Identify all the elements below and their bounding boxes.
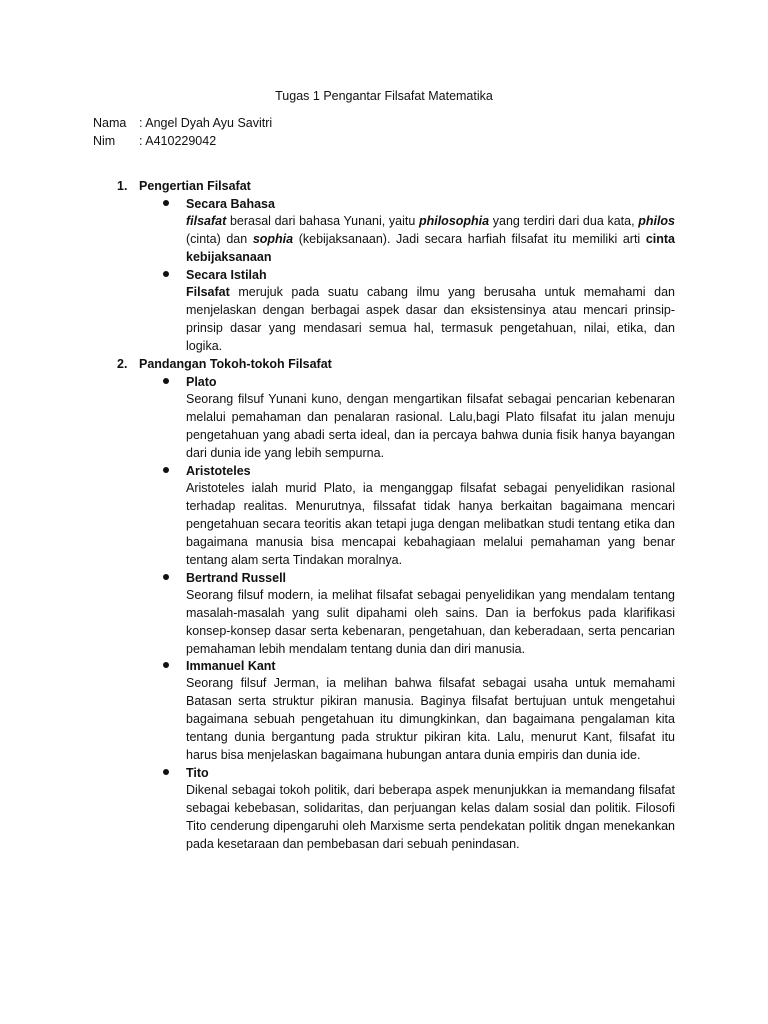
- text-run: Filsafat: [186, 285, 230, 299]
- list-item-aristoteles: [163, 462, 675, 570]
- document-title: Tugas 1 Pengantar Filsafat Matematika: [275, 89, 493, 103]
- text-run: philos: [638, 214, 676, 228]
- nim-row: [93, 132, 216, 150]
- list-item-plato: [163, 373, 675, 463]
- section-heading-1: [117, 177, 251, 195]
- text-run: (cinta) dan: [186, 231, 253, 246]
- text-run: Seorang filsuf Yunani kuno, dengan mengartikan filsafat sebagai pencarian kebenaran melalui pemahaman dan penalaran rasional. Lalu,bagi Plato filsafat itu jalan menuju pengetahuan yang abadi serta ideal, dan ia percaya bahwa dunia fisik hanya bayangan dari dunia ide yang lebih sempurna.: [186, 392, 675, 460]
- text-run: Dikenal sebagai tokoh politik, dari beberapa aspek menunjukkan ia memandang filsafat sebagai kebebasan, solidaritas, dan perjuangan kelas dalam sosial dan politik. Filosofi Tito cenderung dipengaruhi oleh Marxisme serta pendekatan politik dngan menekankan pada kesetaraan dan pembebasan dari sebuah penindasan.: [186, 783, 675, 851]
- bullet-icon: [163, 378, 169, 384]
- section-heading-text: Pengertian Filsafat: [139, 179, 251, 193]
- text-run: (kebijaksanaan). Jadi secara harfiah filsafat itu memiliki arti: [293, 231, 646, 246]
- list-item-secara-bahasa: [163, 195, 675, 267]
- text-run: filsafat: [186, 214, 227, 228]
- nim-label: Nim: [93, 134, 116, 148]
- section-heading-text: Pandangan Tokoh-tokoh Filsafat: [139, 357, 332, 371]
- item-body: [186, 213, 675, 267]
- section-number: 1.: [117, 179, 128, 193]
- item-title: Aristoteles: [186, 464, 251, 478]
- item-body: [186, 587, 675, 659]
- list-item-tito: [163, 764, 675, 854]
- item-title: Plato: [186, 375, 217, 389]
- item-title: Bertrand Russell: [186, 571, 287, 585]
- bullet-icon: [163, 662, 169, 668]
- item-body: [186, 675, 675, 765]
- list-item-immanuel-kant: [163, 657, 675, 765]
- item-title: Secara Istilah: [186, 268, 267, 282]
- text-run: philosophia: [418, 214, 490, 228]
- name-label: Nama: [93, 116, 127, 130]
- list-item-bertrand-russell: [163, 569, 675, 659]
- text-run: yang terdiri dari dua kata,: [489, 214, 639, 228]
- text-run: berasal dari bahasa Yunani, yaitu: [226, 214, 419, 228]
- section-heading-2: [117, 355, 332, 373]
- bullet-icon: [163, 200, 169, 206]
- bullet-icon: [163, 769, 169, 775]
- text-run: sophia: [252, 231, 294, 246]
- item-body: [186, 480, 675, 570]
- bullet-icon: [163, 574, 169, 580]
- item-title: Tito: [186, 766, 209, 780]
- nim-value: : A410229042: [139, 134, 217, 148]
- text-run: merujuk pada suatu cabang ilmu yang berusaha untuk memahami dan menjelaskan dengan berbagai aspek dasar dan eksistensinya atau mencari prinsip-prinsip dasar yang mendasari semua hal, termasuk pengetahuan, nilai, etika, dan logika.: [186, 285, 675, 353]
- name-row: [93, 114, 272, 132]
- text-run: cinta kebijaksanaan: [186, 231, 675, 264]
- text-run: Seorang filsuf Jerman, ia melihan bahwa filsafat sebagai usaha untuk memahami Batasan serta struktur pikiran manusia. Baginya filsafat bertujuan untuk mengetahui bagaimana sebuah pengetahuan itu dimungkinkan, dan bagaimana pengalaman kita tentang dunia bergantung pada struktur pikiran kita. Lalu, menurut Kant, filsafat itu harus bisa menjelaskan bagaimana hubungan antara dunia empiris dan dunia ide.: [186, 676, 675, 762]
- text-run: Aristoteles ialah murid Plato, ia menganggap filsafat sebagai penyelidikan rasional terhadap realitas. Menurutnya, filssafat tidak hanya berkaitan bagaimana mencari pengetahuan secara teoritis akan tetapi juga dengan melibatkan studi tentang etika dan bagaimana manusia bisa mencapai kebahagiaan melalui pemahaman yang benar tentang alam serta Tindakan moralnya.: [186, 481, 675, 567]
- item-body: [186, 284, 675, 356]
- section-number: 2.: [117, 357, 128, 371]
- item-body: [186, 391, 675, 463]
- item-title: Immanuel Kant: [186, 659, 276, 673]
- bullet-icon: [163, 467, 169, 473]
- item-title: Secara Bahasa: [186, 197, 275, 211]
- text-run: Seorang filsuf modern, ia melihat filsafat sebagai penyelidikan yang mendalam tentang masalah-masalah yang sulit dipahami oleh sains. Dan ia berfokus pada klarifikasi konsep-konsep dasar serta kebenaran, pengetahuan, dan keberadaan, serta pencarian pemahaman lebih mendalam tentang dunia dan diri manusia.: [186, 588, 675, 656]
- item-body: [186, 782, 675, 854]
- bullet-icon: [163, 271, 169, 277]
- list-item-secara-istilah: [163, 266, 675, 356]
- name-value: : Angel Dyah Ayu Savitri: [139, 116, 273, 130]
